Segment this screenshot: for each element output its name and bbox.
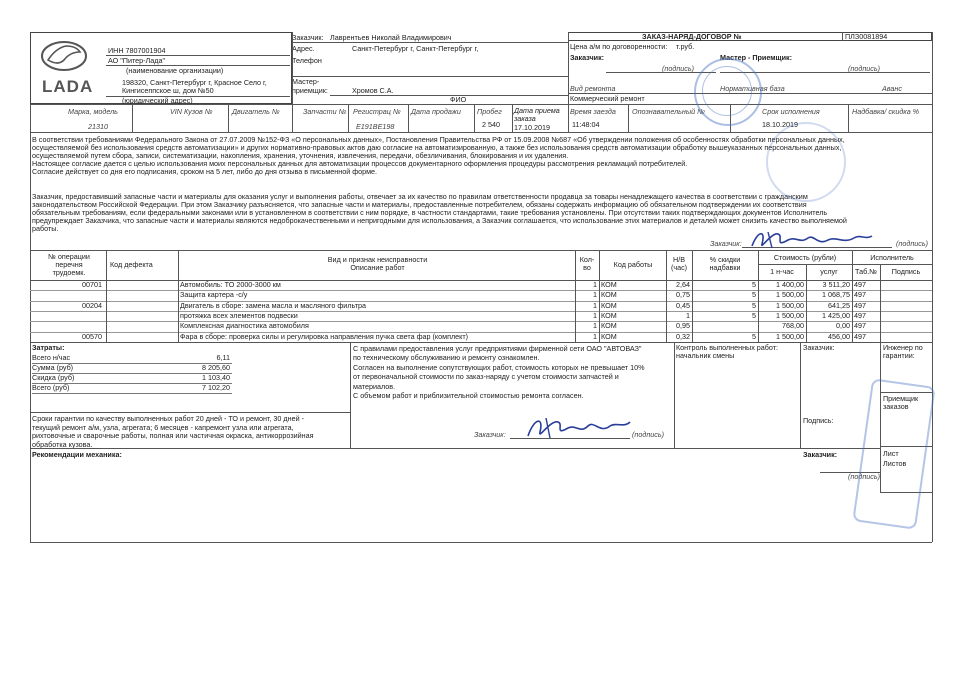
org-name: АО "Питер-Лада" [108, 56, 166, 65]
recommendations-label: Рекомендации механика: [32, 450, 122, 459]
cell-nh: 1 [686, 311, 690, 320]
engineer-label-1: Инженер по [883, 343, 923, 352]
table-row [30, 311, 932, 321]
control-label: Контроль выполненных работ: [676, 343, 779, 352]
vehicle-header-sale-date: Дата продажи [411, 107, 461, 116]
cell-qty: 1 [593, 281, 597, 289]
table-row [30, 290, 932, 300]
vehicle-header-mileage: Пробег [477, 107, 502, 116]
cell-hour: 1 500,00 [776, 332, 804, 341]
order-customer-sign-caption: (подпись) [662, 64, 695, 73]
sheets-label: Листов [883, 459, 907, 468]
order-number: ПЛЗ0081894 [845, 32, 888, 41]
cell-hour: 1 500,00 [776, 311, 804, 320]
table-row [30, 280, 932, 290]
sheet-label: Лист [883, 449, 899, 458]
totals-key: Всего н/час [32, 353, 71, 362]
markup-label: Надбавка/ скидка % [852, 107, 920, 116]
vehicle-header-reg: Регистрац № [353, 107, 401, 116]
cell-desc: протяжка всех элементов подвески [180, 311, 298, 320]
cell-qty: 1 [593, 291, 597, 300]
order-master-label: Мастер - Приемщик: [720, 53, 793, 62]
cell-code: КОМ [601, 291, 617, 300]
price-label: Цена а/м по договоренности: [570, 42, 668, 51]
customer-name: Лаврентьев Николай Владимирович [330, 33, 452, 42]
cell-qty: 1 [593, 301, 597, 310]
receiver-label-2: заказов [883, 402, 909, 411]
cell-op: 00570 [82, 332, 102, 341]
stamp-middle-icon [766, 122, 846, 202]
cell-disc: 5 [752, 281, 756, 289]
bottom-customer-label: Заказчик: [474, 430, 506, 439]
right-customer2-label: Заказчик: [803, 450, 838, 459]
cell-sum: 1 425,00 [822, 311, 850, 320]
cell-qty: 1 [593, 311, 597, 320]
repair-type-label: Вид ремонта [570, 84, 616, 93]
cell-sum: 3 511,20 [822, 281, 850, 289]
vehicle-header-parts: Запчасти № [303, 107, 347, 116]
master-label-2: приемщик: [292, 86, 328, 95]
cell-disc: 5 [752, 311, 756, 320]
totals-value: 1 103,40 [202, 373, 230, 382]
repair-type: Коммерческий ремонт [570, 94, 645, 103]
customer-label: Заказчик: [292, 33, 324, 42]
customer-address-label: Адрес. [292, 44, 315, 53]
vehicle-mileage: 2 540 [482, 120, 500, 129]
cell-nh: 0,75 [676, 291, 690, 300]
warranty-paragraph: Сроки гарантии по качеству выполненных работ 20 дней - ТО и ремонт, 30 дней - текущий ремонт а/м, узла, агрегата; 6 месяцев - капремонт узла или агрегата, рихтовочные и сварочные работы, полная или частичная окраска, антикоррозийная обработка кузова. [32, 414, 314, 449]
quality-paragraph: Заказчик, предоставивший запасные части и материалы для оказания услуг и выполнения работы, отвечает за их качество по правилам ответственности продавца за товары ненадлежащего качества в соответствии с гражданским законодательством Российской Федерации. При этом Заказчику разъясняется, что запасные части и материалы, предоставленные потребителем, обязаны содержать информацию об обязательном подтверждении их соответствия обязательным требованиям, если федеральными законами или в установленном в соответствии с ним порядке, в частности стандартами, такие требования установлены. При отсутствии таких подтверждающих документов Исполнитель предупреждает Заказчика, что запасные части и материалы являются недоброкачественными и непригодными для использования, а Заказчик соглашается, что использование этих материалов и деталей может снизить качество выполняемой работы. [32, 192, 847, 233]
cell-op: 00204 [82, 301, 102, 310]
receiver-label-1: Приемщик [883, 394, 919, 403]
vehicle-model: 21310 [88, 122, 108, 131]
totals-key: Скидка (руб) [32, 373, 75, 382]
vehicle-accept-date: 17.10.2019 [514, 123, 550, 132]
table-row [30, 332, 932, 342]
logo-text: LADA [42, 77, 94, 96]
cell-tab: 497 [854, 322, 866, 331]
engineer-label-2: гарантии: [883, 351, 915, 360]
cell-code: КОМ [601, 281, 617, 289]
cell-code: КОМ [601, 311, 617, 320]
org-name-caption: (наименование организации) [126, 66, 224, 75]
arrival-time-label: Время заезда [570, 107, 616, 116]
totals-row [32, 383, 232, 394]
org-address-line2: Кингисеппское ш, дом №50 [122, 86, 214, 95]
cell-nh: 2,64 [676, 281, 690, 289]
org-address-caption: (юридический адрес) [122, 96, 193, 105]
cell-tab: 497 [854, 332, 866, 341]
cell-code: КОМ [601, 332, 617, 341]
totals-key: Всего (руб) [32, 383, 70, 392]
norm-base-label: Нормативная база [720, 84, 785, 93]
cell-disc: 5 [752, 332, 756, 341]
cell-code: КОМ [601, 322, 617, 331]
master-label-1: Мастер- [292, 77, 320, 86]
cell-hour: 1 500,00 [776, 291, 804, 300]
cell-tab: 497 [854, 301, 866, 310]
customer-sign-caption: (подпись) [896, 239, 929, 248]
totals-key: Сумма (руб) [32, 363, 74, 372]
cell-sum: 456,00 [828, 332, 850, 341]
bottom-customer-signature-icon [524, 414, 634, 442]
cell-nh: 0,45 [676, 301, 690, 310]
table-row [30, 301, 932, 311]
cell-desc: Двигатель в сборе: замена масла и масляного фильтра [180, 301, 366, 310]
work-order-document [30, 32, 932, 542]
fio-caption: ФИО [450, 95, 467, 104]
master-name: Хромов С.А. [352, 86, 394, 95]
advance-label: Аванс [882, 84, 902, 93]
consent-paragraph: В соответствии требованиями Федерального Закона от 27.07.2009 №152-ФЗ «О персональных данных», Постановления Правительства РФ от 15.09.2008 №687 «Об утверждении положения об особенностях обработки персональных данных, осуществляемой без использования средств автоматизации» и других нормативно-правовых актов даю согласие на автоматизированную, а также без использования средств автоматизации обработку вышеуказанных персональных данных, осуществляемой путем сбора, записи, систематизации, накопления, хранения, уточнения, извлечения, передачи, обезличивания, блокирования и их удаления. Настоящее согласие дается с целью использования моих персональных данных для автоматизации процессов документарного оформления процедуры рассмотрения рекламаций потребителей. Согласие действует со дня его подписания, сроком на 5 лет, либо до дня отзыва в письменной форме. [32, 135, 845, 176]
customer-phone-label: Телефон [292, 56, 322, 65]
price-unit: т.руб. [676, 42, 695, 51]
indicator-label: Опознавательный № [632, 107, 705, 116]
cell-qty: 1 [593, 332, 597, 341]
cell-desc: Комплексная диагностика автомобиля [180, 322, 309, 331]
org-inn: ИНН 7807001904 [108, 46, 166, 55]
customer-sign-label: Заказчик: [710, 239, 742, 248]
deadline: 18.10.2019 [762, 120, 798, 129]
org-address-line1: 198320, Санкт-Петербург г, Красное Село г, [122, 78, 267, 87]
customer-signature-icon [748, 226, 878, 252]
totals-label: Затраты: [32, 343, 65, 352]
cell-tab: 497 [854, 291, 866, 300]
cell-desc: Защита картера -с/у [180, 291, 248, 300]
right-sign-caption: (подпись) [848, 472, 881, 481]
cell-op: 00701 [82, 281, 102, 289]
cell-hour: 768,00 [782, 322, 804, 331]
totals-value: 6,11 [216, 353, 230, 362]
control-role: начальник смены [676, 351, 735, 360]
lada-logo-icon [40, 40, 88, 74]
cell-tab: 497 [854, 281, 866, 289]
cell-disc: 5 [752, 291, 756, 300]
customer-address: Санкт-Петербург г, Санкт-Петербург г, [352, 44, 479, 53]
table-row [30, 321, 932, 331]
cell-disc: 5 [752, 301, 756, 310]
vehicle-header-engine: Двигатель № [232, 107, 280, 116]
vehicle-header-model: Марка, модель [68, 107, 118, 116]
cell-code: КОМ [601, 301, 617, 310]
cell-sum: 1 068,75 [822, 291, 850, 300]
totals-value: 7 102,20 [202, 383, 230, 392]
works-table-header: № операции перечня трудоемк. Код дефекта Вид и признак неисправности Описание работ Кол- во Код работы Н/В (час) % скидки надбавки Стоимость (рубли) 1 н-час услуг Исполнитель Таб.№ Подпись [48, 252, 921, 277]
stamp-bottom-icon [852, 378, 935, 530]
order-master-sign-caption: (подпись) [848, 64, 881, 73]
cell-hour: 1 500,00 [776, 301, 804, 310]
cell-nh: 0,95 [676, 322, 690, 331]
right-customer-label: Заказчик: [803, 343, 835, 352]
cell-tab: 497 [854, 311, 866, 320]
totals-value: 8 205,60 [202, 363, 230, 372]
cell-hour: 1 400,00 [776, 281, 804, 289]
cell-qty: 1 [593, 322, 597, 331]
order-customer-label: Заказчик: [570, 53, 605, 62]
vehicle-header-accept-date: Дата приема заказа [514, 106, 560, 123]
vehicle-reg: E191BE198 [356, 122, 395, 131]
vehicle-header-vin: VIN Кузов № [170, 107, 213, 116]
bottom-sign-caption: (подпись) [632, 430, 665, 439]
order-title: ЗАКАЗ-НАРЯД-ДОГОВОР № [642, 32, 742, 41]
arrival-time: 11:48:04 [572, 120, 600, 129]
cell-sum: 641,25 [828, 301, 850, 310]
cell-nh: 0,32 [676, 332, 690, 341]
rules-paragraph: С правилами предоставления услуг предприятиями фирменной сети ОАО "АВТОВАЗ" по техническому обслуживанию и ремонту ознакомлен. Согласен на выполнение сопутствующих работ, стоимость которых не превышает 10% от первоначальной стоимости по заказ-наряду с учетом стоимости запчастей и материалов. С объемом работ и приблизительной стоимостью ремонта согласен. [353, 344, 645, 401]
signature-label: Подпись: [803, 416, 834, 425]
deadline-label: Срок исполнения [762, 107, 820, 116]
cell-desc: Автомобиль: ТО 2000-3000 км [180, 281, 281, 289]
cell-desc: Фара в сборе: проверка силы и регулировка направления пучка света фар (комплект) [180, 332, 469, 341]
cell-sum: 0,00 [836, 322, 850, 331]
